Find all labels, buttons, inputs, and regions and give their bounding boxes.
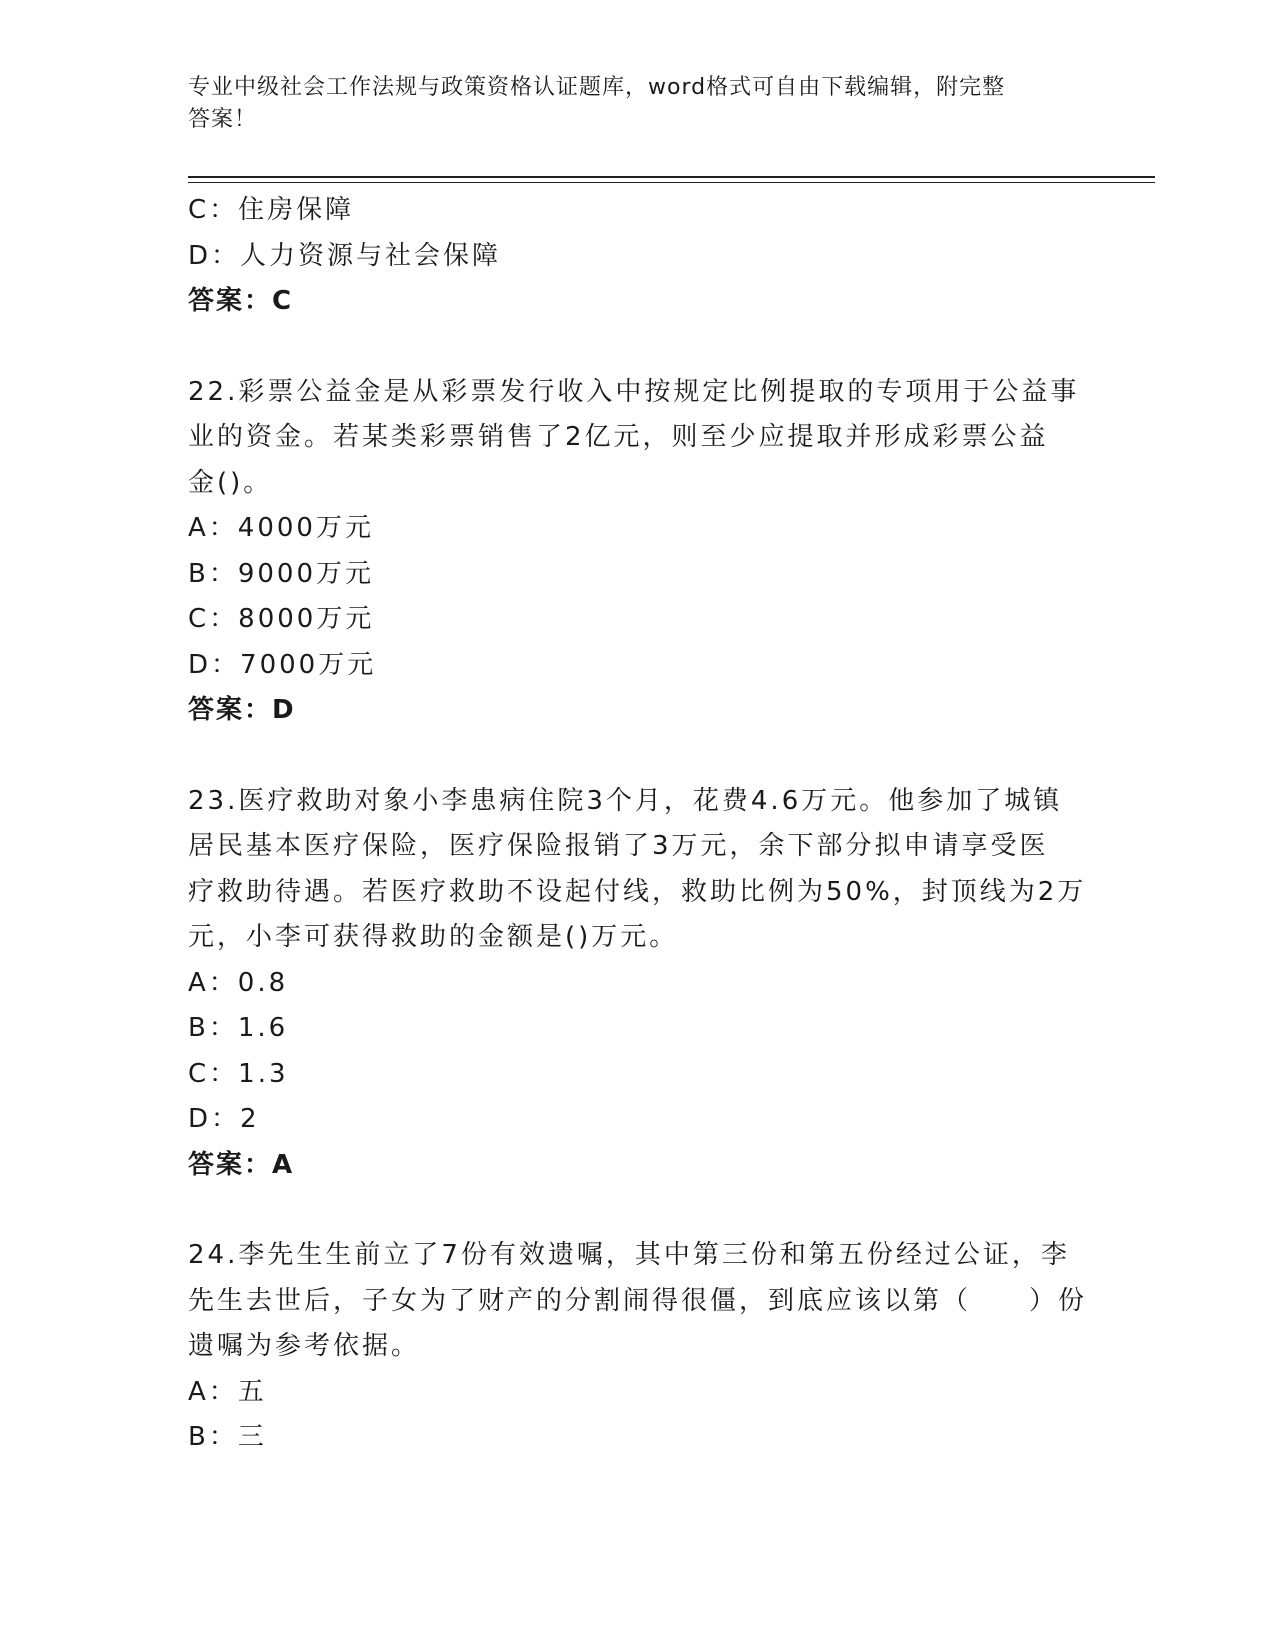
header-line-1: 专业中级社会工作法规与政策资格认证题库，word格式可自由下载编辑，附完整 [188,75,1006,100]
question-text-line: 遗嘱为参考依据。 [188,1331,421,1361]
answer: 答案：D [188,695,296,725]
question-text-line: 金()。 [188,467,273,498]
answer: 答案：C [188,286,294,316]
question-text-line: 22.彩票公益金是从彩票发行收入中按规定比例提取的专项用于公益事 [188,376,1080,407]
answer: 答案：A [188,1149,295,1180]
page-header [188,72,1088,136]
option-d: D：7000万元 [188,649,377,680]
question-text-line: 先生去世后，子女为了财产的分割闹得很僵，到底应该以第（ ）份 [188,1285,1088,1316]
question-text-line: 疗救助待遇。若医疗救助不设起付线，救助比例为50%，封顶线为2万 [188,876,1087,907]
question-text-line: 业的资金。若某类彩票销售了2亿元，则至少应提取并形成彩票公益 [188,422,1049,452]
option-b: B：9000万元 [188,558,375,589]
question-content [188,188,1088,1461]
question-text-line: 23.医疗救助对象小李患病住院3个月，花费4.6万元。他参加了城镇 [188,785,1063,816]
option-d: D：2 [188,1104,260,1134]
prev-question-block [188,188,1088,325]
option-b: B：三 [188,1422,267,1452]
question-text-line: 居民基本医疗保险，医疗保险报销了3万元，余下部分拟申请享受医 [188,831,1049,861]
option-c: C：1.3 [188,1058,289,1089]
question-text-line: 元，小李可获得救助的金额是()万元。 [188,922,679,952]
option-d: D：人力资源与社会保障 [188,240,502,271]
header-divider-thick [188,176,1155,178]
question-24 [188,1233,1088,1461]
header-line-2: 答案！ [188,107,258,132]
header-divider-thin [188,182,1155,183]
option-a: A：0.8 [188,967,289,998]
option-b: B：1.6 [188,1013,289,1043]
option-a: A：五 [188,1376,267,1407]
question-text-line: 24.李先生生前立了7份有效遗嘱，其中第三份和第五份经过公证，李 [188,1240,1070,1270]
option-c: C：8000万元 [188,604,375,634]
option-a: A：4000万元 [188,513,374,543]
question-23 [188,779,1088,1189]
option-c: C：住房保障 [188,195,355,225]
question-22 [188,370,1088,734]
